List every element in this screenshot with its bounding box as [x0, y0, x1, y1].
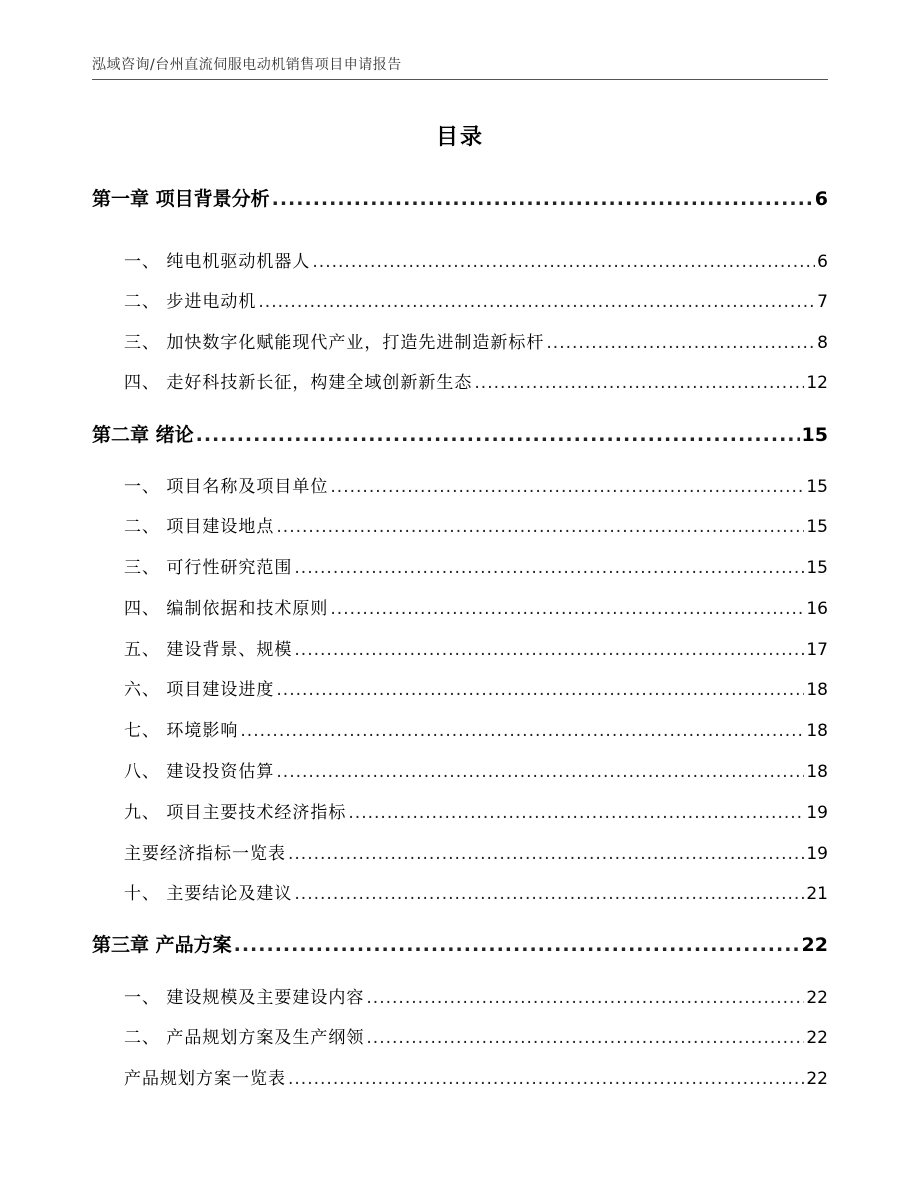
toc-dot-leader: [330, 477, 804, 497]
toc-page-number: 7: [817, 292, 828, 312]
toc-entry-label: 六、 项目建设进度: [124, 680, 275, 700]
toc-entry-label: 产品规划方案一览表: [124, 1069, 286, 1089]
toc-dot-leader: [272, 188, 813, 210]
toc-dot-leader: [276, 762, 804, 782]
toc-section-1-1[interactable]: [92, 247, 828, 272]
toc-dot-leader: [294, 884, 804, 904]
toc-entry-label: 九、 项目主要技术经济指标: [124, 803, 347, 823]
toc-entry-label: 二、 项目建设地点: [124, 517, 275, 537]
toc-dot-leader: [276, 517, 804, 537]
toc-page-number: 15: [806, 517, 828, 537]
toc-dot-leader: [240, 721, 804, 741]
toc-section-1-4[interactable]: [92, 368, 828, 393]
toc-dot-leader: [546, 333, 815, 353]
toc-section-2-8[interactable]: [92, 757, 828, 782]
toc-page-number: 15: [806, 558, 828, 578]
toc-section-2-2[interactable]: [92, 512, 828, 537]
toc-entry-label: 第一章 项目背景分析: [92, 188, 270, 210]
toc-entry-label: 二、 步进电动机: [124, 292, 257, 312]
toc-page-number: 15: [806, 477, 828, 497]
toc-page-number: 8: [817, 333, 828, 353]
toc-table-product-plan[interactable]: [92, 1064, 828, 1089]
toc-dot-leader: [474, 373, 804, 393]
toc-dot-leader: [294, 640, 804, 660]
toc-entry-label: 四、 编制依据和技术原则: [124, 599, 329, 619]
running-header: 泓域咨询/台州直流伺服电动机销售项目申请报告: [92, 57, 402, 73]
toc-dot-leader: [366, 1028, 804, 1048]
toc-page-number: 18: [806, 680, 828, 700]
toc-chapter-2[interactable]: [92, 420, 828, 447]
toc-page-number: 6: [817, 252, 828, 272]
table-of-contents: [92, 0, 828, 1191]
toc-section-2-6[interactable]: [92, 675, 828, 700]
toc-section-1-2[interactable]: [92, 287, 828, 312]
toc-page-number: 21: [806, 884, 828, 904]
toc-dot-leader: [234, 934, 800, 956]
toc-section-2-4[interactable]: [92, 594, 828, 619]
toc-entry-label: 三、 可行性研究范围: [124, 558, 293, 578]
toc-entry-label: 五、 建设背景、规模: [124, 640, 293, 660]
toc-entry-label: 十、 主要结论及建议: [124, 884, 293, 904]
toc-page-number: 6: [814, 188, 828, 210]
toc-section-2-9[interactable]: [92, 798, 828, 823]
toc-page-number: 17: [806, 640, 828, 660]
toc-dot-leader: [276, 680, 804, 700]
toc-entry-label: 八、 建设投资估算: [124, 762, 275, 782]
toc-dot-leader: [312, 252, 815, 272]
toc-page-number: 12: [806, 373, 828, 393]
toc-page-number: 22: [806, 1028, 828, 1048]
toc-dot-leader: [294, 558, 804, 578]
toc-entry-label: 四、 走好科技新长征，构建全域创新新生态: [124, 373, 473, 393]
toc-section-1-3[interactable]: [92, 328, 828, 353]
toc-section-3-2[interactable]: [92, 1023, 828, 1048]
toc-title: 目录: [435, 125, 484, 150]
toc-entry-label: 一、 建设规模及主要建设内容: [124, 988, 365, 1008]
toc-section-3-1[interactable]: [92, 983, 828, 1008]
toc-page-number: 19: [806, 844, 828, 864]
toc-entry-label: 第三章 产品方案: [92, 934, 232, 956]
toc-dot-leader: [258, 292, 815, 312]
toc-chapter-3[interactable]: [92, 930, 828, 957]
toc-entry-label: 一、 纯电机驱动机器人: [124, 252, 311, 272]
toc-page-number: 19: [806, 803, 828, 823]
toc-page-number: 16: [806, 599, 828, 619]
toc-dot-leader: [366, 988, 804, 1008]
toc-dot-leader: [196, 424, 800, 446]
toc-section-2-1[interactable]: [92, 472, 828, 497]
toc-page-number: 15: [801, 424, 828, 446]
toc-entry-label: 一、 项目名称及项目单位: [124, 477, 329, 497]
toc-page-number: 18: [806, 762, 828, 782]
toc-dot-leader: [288, 1069, 804, 1089]
toc-entry-label: 七、 环境影响: [124, 721, 239, 741]
toc-entry-label: 三、 加快数字化赋能现代产业，打造先进制造新标杆: [124, 333, 545, 353]
toc-table-economic-indicators[interactable]: [92, 839, 828, 864]
toc-section-2-3[interactable]: [92, 553, 828, 578]
toc-page-number: 22: [806, 1069, 828, 1089]
toc-page-number: 22: [801, 934, 828, 956]
toc-entry-label: 二、 产品规划方案及生产纲领: [124, 1028, 365, 1048]
toc-chapter-1[interactable]: [92, 184, 828, 211]
toc-page-number: 22: [806, 988, 828, 1008]
toc-entry-label: 第二章 绪论: [92, 424, 194, 446]
toc-dot-leader: [288, 844, 804, 864]
toc-section-2-10[interactable]: [92, 879, 828, 904]
toc-dot-leader: [330, 599, 804, 619]
toc-entry-label: 主要经济指标一览表: [124, 844, 286, 864]
toc-dot-leader: [348, 803, 804, 823]
toc-page-number: 18: [806, 721, 828, 741]
toc-section-2-5[interactable]: [92, 635, 828, 660]
toc-section-2-7[interactable]: [92, 716, 828, 741]
